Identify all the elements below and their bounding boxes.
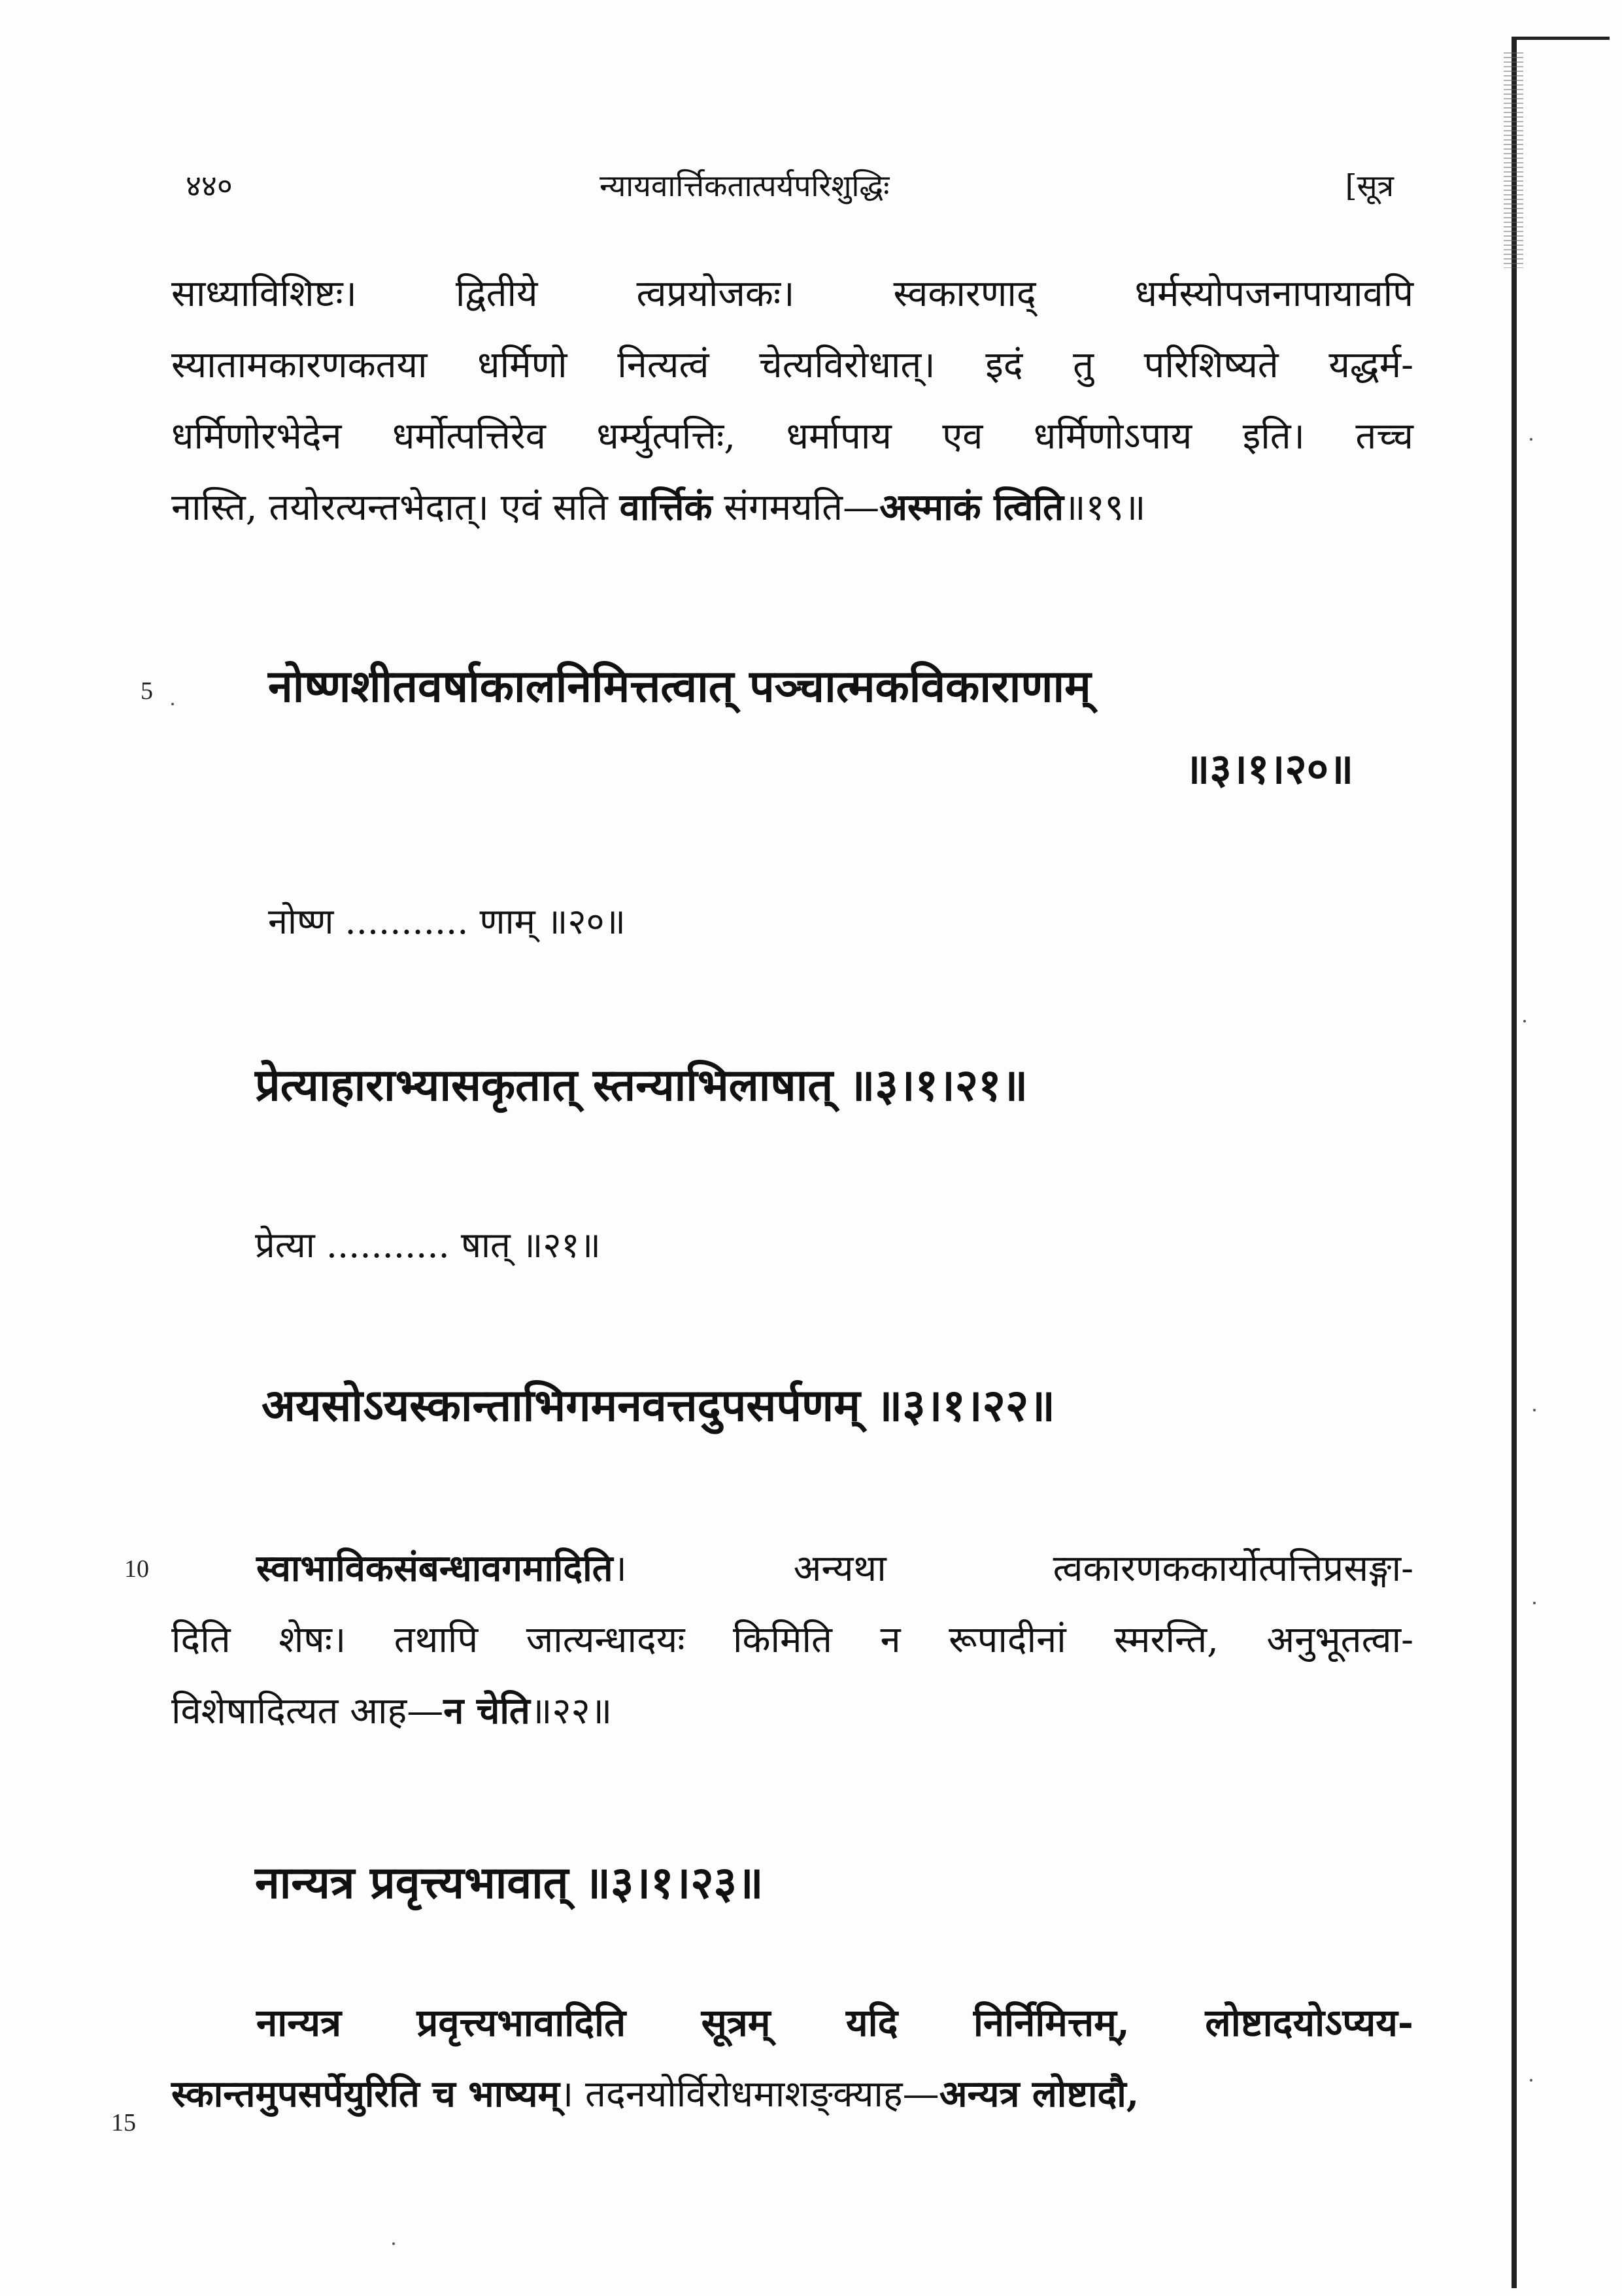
bold-term-svabhavika: स्वाभाविकसंबन्धावगमादिति <box>256 1547 613 1590</box>
bold-term-varttikam: वार्त्तिकं <box>619 486 713 529</box>
running-title: न्यायवार्त्तिकतात्पर्यपरिशुद्धिः <box>600 168 890 203</box>
scan-speck <box>1523 1020 1526 1022</box>
section-mark: [सूत्र <box>1345 168 1394 203</box>
sutra-22: अयसोऽयस्कान्ताभिगमनवत्तदुपसर्पणम् ॥३।१।२२॥ <box>262 1379 1055 1432</box>
text-line: स्यातामकारणकतया धर्मिणो नित्यत्वं चेत्यविरोधात्। इदं तु परिशिष्यते यद्धर्म- <box>171 344 1413 386</box>
bold-term-bhasyam: स्कान्तमुपसर्पेयुरिति च भाष्यम् <box>171 2072 560 2116</box>
sutra-20-number: ॥३।१।२०॥ <box>1185 745 1354 794</box>
verse-number: ॥२२॥ <box>530 1690 613 1732</box>
line-marker-10: 10 <box>124 1555 149 1583</box>
paragraph-commentary-22 <box>171 1533 1413 1747</box>
text-line: दिति शेषः। तथापि जात्यन्धादयः किमिति न रूपादीनां स्मरन्ति, अनुभूतत्वा- <box>171 1619 1413 1661</box>
line-marker-15: 15 <box>111 2109 136 2136</box>
sutra-23: नान्यत्र प्रवृत्त्यभावात् ॥३।१।२३॥ <box>255 1857 764 1909</box>
scan-speck <box>392 2242 395 2245</box>
page-edge-right <box>1512 39 1517 2288</box>
text-run: । तदनयोर्विरोधमाशङ्क्याह— <box>560 2073 939 2116</box>
text-run: संगमयति— <box>712 486 880 529</box>
sutra-20: नोष्णशीतवर्षाकालनिमित्तत्वात् पञ्चात्मकविकाराणाम् <box>268 660 1091 713</box>
paragraph-commentary-23 <box>171 1987 1413 2130</box>
text-run: । अन्यथा त्वकारणककार्योत्पत्तिप्रसङ्गा- <box>613 1547 1413 1590</box>
bold-term-na-ceti: न चेति <box>443 1689 530 1732</box>
bold-term-asmakam: अस्माकं त्विति <box>879 486 1064 529</box>
text-line <box>171 1676 1413 1747</box>
text-run: नास्ति, तयोरत्यन्तभेदात्। एवं सति <box>171 486 620 529</box>
paragraph-commentary-19 <box>171 258 1413 543</box>
text-line: नान्यत्र प्रवृत्त्यभावादिति सूत्रम् यदि निर्निमित्तम्, लोष्टादयोऽप्यय- <box>256 2001 1413 2045</box>
page-number: ४४० <box>186 168 233 203</box>
bold-term-anyatra: अन्यत्र लोष्टादौ, <box>939 2072 1140 2116</box>
sutra-20-abbreviation: नोष्ण ........... णाम् ॥२०॥ <box>268 901 626 942</box>
text-line: धर्मिणोरभेदेन धर्मोत्पत्तिरेव धर्म्युत्पत्तिः, धर्मापाय एव धर्मिणोऽपाय इति। तच्च <box>171 415 1413 458</box>
page-edge-speckle <box>1504 52 1523 268</box>
text-line: साध्याविशिष्टः। द्वितीये त्वप्रयोजकः। स्वकारणाद् धर्मस्योपजनापायावपि <box>171 273 1413 315</box>
text-run: विशेषादित्यत आह— <box>171 1690 444 1732</box>
page-header <box>171 165 1413 211</box>
scan-speck <box>1530 438 1532 441</box>
page-edge-top <box>1512 37 1610 40</box>
line-marker-5: 5 <box>141 677 153 705</box>
sutra-21: प्रेत्याहाराभ्यासकृतात् स्तन्याभिलाषात् ॥३।१।२१॥ <box>255 1059 1028 1111</box>
scan-speck <box>1533 1602 1536 1604</box>
sutra-21-abbreviation: प्रेत्या ........... षात् ॥२१॥ <box>255 1224 601 1266</box>
text-line <box>171 1533 1413 1604</box>
scan-speck <box>1530 2079 1532 2082</box>
scan-speck <box>1533 1409 1536 1411</box>
verse-number: ॥१९॥ <box>1064 486 1146 529</box>
text-line <box>171 472 1413 543</box>
text-line <box>171 2059 1413 2130</box>
scan-speck <box>171 703 174 705</box>
